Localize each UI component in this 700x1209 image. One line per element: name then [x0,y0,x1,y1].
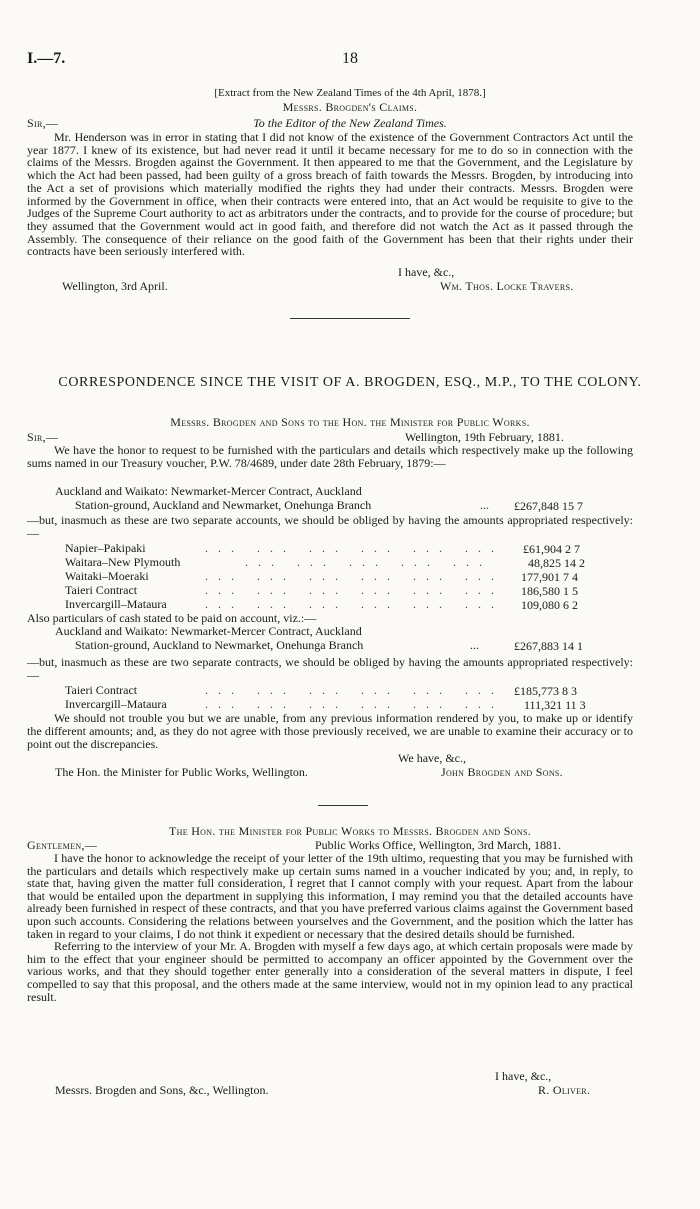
divider [290,318,410,319]
contract-name: Invercargill–Mataura [65,697,167,711]
dot-leader: ... ... ... ... ... ... [205,541,504,555]
dot-leader: ... ... ... ... ... ... [205,697,504,711]
letter1-signature: John Brogden and Sons. [441,765,563,779]
letter1-body-text: We should not trouble you but we are unable, from any previous information rendered by you, to make up or identify the different amounts; and, as they do not agree with those previously received, we are unable to examine their accuracy or to point out the discrepancies. [27,711,633,751]
contract-name: Waitara–New Plymouth [65,555,181,569]
contract-name: Taieri Contract [65,683,138,697]
contract-name: Invercargill–Mataura [65,597,167,611]
contract-amount: 111,321 11 3 [524,698,586,712]
letter1-closing: We have, &c., [398,751,467,765]
letter2-salutation: Gentlemen,— [27,838,98,852]
contract-name: Napier–Pakipaki [65,541,146,555]
dot-leader: ... ... ... ... ... ... [205,683,504,697]
dot-leader: ... [480,498,489,512]
contract-name: Waitaki–Moeraki [65,569,149,583]
letter2-signature: R. Oliver. [538,1083,591,1097]
contract-amount: 109,080 6 2 [521,598,578,612]
letter1-item1-amount: £267,848 15 7 [514,499,583,513]
letter1-intro [27,444,633,470]
dot-leader: ... ... ... ... ... ... [205,583,504,597]
dot-leader: ... ... ... ... ... [245,555,492,569]
page-reference: I.—7. [27,50,66,67]
letter2-para1: I have the honor to acknowledge the receipt of your letter of the 19th ultimo, requesting that you may be furnished with the particulars and details which respectively make up certain sums named in a voucher indicated by you; and, in reply, to state that, having given the matter full consideration, I regret that I cannot comply with your request. Apart from the labour that would be entailed upon the department in supplying this information, I may remind you that the detailed accounts have already been furnished in respect of these contracts, and that you have preferred various claims against the Government based upon such accounts. Considering the relations between yourselves and the Government, and the position which the latter has taken in regard to your claims, I do not think it expedient or necessary that the desired details should be furnished. [27,851,633,941]
letter1-item1-line1: Auckland and Waikato: Newmarket-Mercer Contract, Auckland [55,484,362,498]
contract-amount: £185,773 8 3 [514,684,577,698]
letter1-addressee: The Hon. the Minister for Public Works, Wellington. [55,765,308,779]
extract-closing: I have, &c., [398,265,455,279]
extract-addressee: To the Editor of the New Zealand Times. [253,116,447,130]
contract-name: Taieri Contract [65,583,138,597]
extract-place-date: Wellington, 3rd April. [62,279,168,293]
contract-amount: £61,904 2 7 [523,542,580,556]
dot-leader: ... ... ... ... ... ... [205,569,504,583]
extract-salutation: Sir,— [27,116,59,130]
letter2-heading: The Hon. the Minister for Public Works to Messrs. Brogden and Sons. [169,824,531,838]
letter1-item1-line2: Station-ground, Auckland and Newmarket, Onehunga Branch [75,498,372,512]
letter1-also: Also particulars of cash stated to be paid on account, viz.:— [27,611,317,625]
extract-signature: Wm. Thos. Locke Travers. [440,279,574,293]
extract-body [27,131,633,258]
dot-leader: ... ... ... ... ... ... [205,597,504,611]
letter2-date: Public Works Office, Wellington, 3rd March, 1881. [315,838,562,852]
letter1-but2-text: —but, inasmuch as these are two separate contracts, we should be obliged by having the amounts appropriated respectively:— [27,655,633,682]
letter1-but1 [27,514,633,540]
letter1-heading: Messrs. Brogden and Sons to the Hon. the Minister for Public Works. [170,415,530,429]
letter1-salutation: Sir,— [27,430,59,444]
letter1-item2-line2: Station-ground, Auckland to Newmarket, Onehunga Branch [75,638,364,652]
divider [318,805,368,806]
page-number: 18 [342,50,358,67]
letter1-intro-text: We have the honor to request to be furnished with the particulars and details which respectively make up the following sums named in our Treasury voucher, P.W. 78/4689, under date 28th February, 1879:— [27,443,633,470]
letter2-para2: Referring to the interview of your Mr. A. Brogden with myself a few days ago, at which certain proposals were made by him to the effect that your engineer should be permitted to accompany an officer appointed by the Government over the various works, and that they should together enter generally into a consideration of the several matters in dispute, I feel compelled to say that this proposal, and the others made at the same interview, would not in my opinion lead to any practical result. [27,939,633,1004]
contract-amount: 177,901 7 4 [521,570,578,584]
section-title: CORRESPONDENCE SINCE THE VISIT OF A. BROGDEN, ESQ., M.P., TO THE COLONY. [58,375,642,390]
extract-body-text: Mr. Henderson was in error in stating that I did not know of the existence of the Government Contractors Act until the year 1877. I knew of its existence, but had never read it until it became necessary for me to do so in connection with the claims of the Messrs. Brogden against the Government. It then appeared to me that the Government, and the Legislature by which the Act had been passed, had been guilty of a gross breach of faith towards the Messrs. Brogden, by introducing into the Act a set of provisions which materially modified the rights they had under their contracts. Messrs. Brogden were informed by the Government in office, when their contracts were entered into, that an Act would be requisite to give to the Judges of the Supreme Court authority to act as arbitrators under the contracts, and to provide for the course of procedure; but they assumed that the Government would act in good faith, and therefore did not watch the Act as it passed through the Assembly. The consequence of their reliance on the good faith of the Government has been that their rights under their contracts have been seriously interfered with. [27,130,633,259]
contract-amount: 48,825 14 2 [528,556,585,570]
letter1-body [27,712,633,751]
contract-amount: 186,580 1 5 [521,584,578,598]
letter1-item2-amount: £267,883 14 1 [514,639,583,653]
dot-leader: ... [470,638,479,652]
extract-subject: Messrs. Brogden's Claims. [282,100,418,114]
letter1-but2 [27,656,633,682]
extract-source: [Extract from the New Zealand Times of the 4th April, 1878.] [214,87,486,99]
letter2-closing: I have, &c., [495,1069,552,1083]
letter1-date: Wellington, 19th February, 1881. [405,430,564,444]
letter1-but1-text: —but, inasmuch as these are two separate accounts, we should be obliged by having the amounts appropriated respectively:— [27,513,633,540]
letter2-body [27,852,633,1003]
letter1-item2-line1: Auckland and Waikato: Newmarket-Mercer Contract, Auckland [55,624,362,638]
letter2-addressee: Messrs. Brogden and Sons, &c., Wellington. [55,1083,269,1097]
